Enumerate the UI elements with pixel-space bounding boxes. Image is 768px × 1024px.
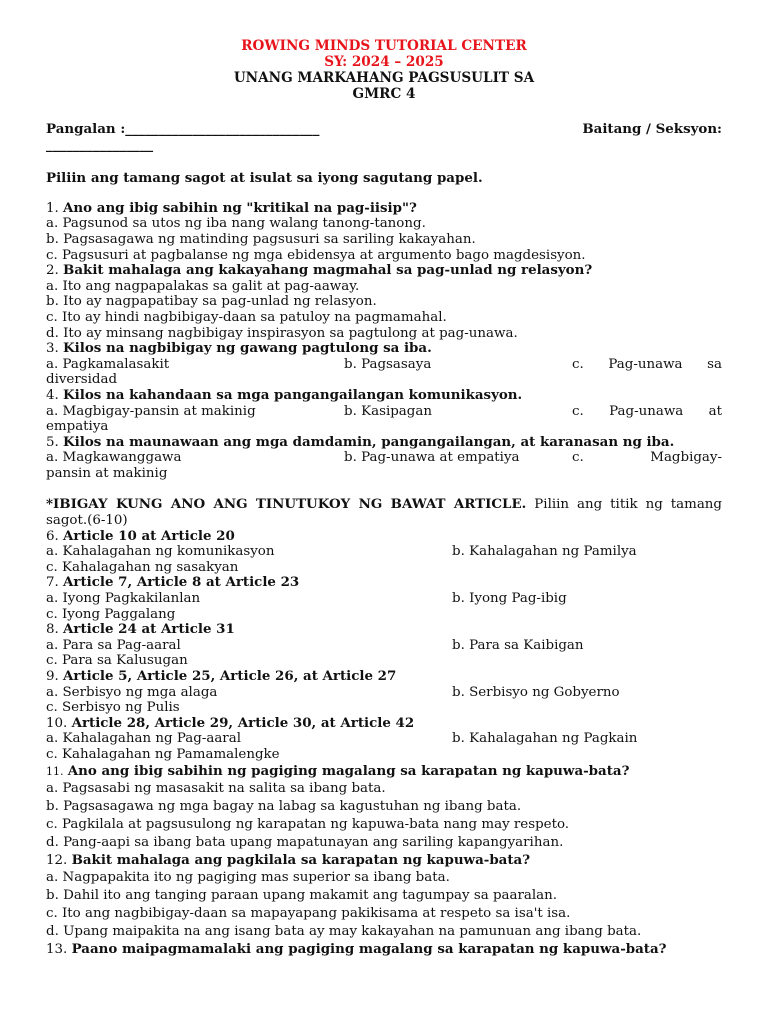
- option-d: d. Upang maipakita na ang isang bata ay may kakayahan na pamunuan ang ibang bata.: [46, 923, 642, 939]
- question-number: 4.: [46, 387, 59, 403]
- question-text: Kilos na maunawaan ang mga damdamin, pangangailangan, at karanasan ng iba.: [63, 433, 675, 450]
- grade-blank: ________________: [46, 136, 154, 153]
- option-c: c. Kahalagahan ng sasakyan: [46, 559, 239, 575]
- exam-page: [46, 38, 722, 958]
- exam-header: [46, 38, 722, 102]
- question-3: [46, 341, 722, 388]
- option-a: a. Serbisyo ng mga alaga: [46, 684, 218, 700]
- section-heading: *IBIGAY KUNG ANO ANG TINUTUKOY NG BAWAT ARTICLE.: [46, 496, 527, 513]
- question-13: [46, 941, 722, 959]
- option-c: c. Magbigay-: [572, 450, 722, 466]
- question-number: 7.: [46, 575, 59, 591]
- question-text: Ano ang ibig sabihin ng pagiging magalang sa karapatan ng kapuwa-bata?: [67, 762, 630, 779]
- option-c: c. Serbisyo ng Pulis: [46, 700, 180, 716]
- option-c: c. Para sa Kalusugan: [46, 653, 188, 669]
- option-c: c. Pag-unawa sa: [572, 356, 722, 372]
- question-5: [46, 435, 722, 482]
- question-text: Ano ang ibig sabihin ng "kritikal na pag-iisip"?: [63, 199, 417, 216]
- question-number: 9.: [46, 669, 59, 684]
- option-c-continued: empatiya: [46, 419, 109, 435]
- question-4: [46, 388, 722, 435]
- option-a: a. Iyong Pagkakilanlan: [46, 591, 201, 607]
- question-number: 8.: [46, 622, 59, 638]
- question-text: Article 7, Article 8 at Article 23: [63, 574, 300, 591]
- option-b: b. Para sa Kaibigan: [452, 637, 584, 653]
- student-info-row: [46, 122, 722, 138]
- option-a: a. Pagkamalasakit: [46, 356, 170, 372]
- question-number: 3.: [46, 341, 59, 357]
- question-text: Bakit mahalaga ang kakayahang magmahal sa pag-unlad ng relasyon?: [63, 262, 593, 279]
- exam-title: UNANG MARKAHANG PAGSUSULIT SA: [233, 70, 535, 86]
- question-text: Bakit mahalaga ang pagkilala sa karapatan ng kapuwa-bata?: [71, 851, 531, 868]
- question-8: [46, 622, 722, 669]
- option-b: b. Iyong Pag-ibig: [452, 591, 567, 607]
- question-text: Article 5, Article 25, Article 26, at Article 27: [63, 668, 397, 684]
- question-number: 2.: [46, 263, 59, 279]
- grade-label: Baitang / Seksyon:: [582, 121, 722, 137]
- instructions: Piliin ang tamang sagot at isulat sa iyong sagutang papel.: [46, 170, 483, 187]
- option-c: c. Pagsusuri at pagbalanse ng mga ebidensya at argumento bago magdesisyon.: [46, 247, 586, 263]
- section-2-instructions: [46, 497, 722, 528]
- question-12: [46, 852, 722, 941]
- question-10: [46, 716, 722, 763]
- name-blank: _____________________________: [125, 121, 320, 137]
- name-label: Pangalan :: [46, 121, 126, 137]
- option-b: b. Pagsasagawa ng matinding pagsusuri sa sariling kakayahan.: [46, 231, 476, 247]
- question-number: 5.: [46, 434, 59, 450]
- question-text: Kilos na kahandaan sa mga pangangailangan komunikasyon.: [63, 386, 523, 403]
- option-b: b. Pag-unawa at empatiya: [344, 450, 520, 466]
- school-name: ROWING MINDS TUTORIAL CENTER: [241, 38, 527, 54]
- option-a: a. Kahalagahan ng Pag-aaral: [46, 731, 241, 747]
- question-text: Kilos na nagbibigay ng gawang pagtulong sa iba.: [63, 340, 432, 357]
- question-text: Paano maipagmamalaki ang pagiging magalang sa karapatan ng kapuwa-bata?: [71, 940, 667, 957]
- option-a: a. Para sa Pag-aaral: [46, 637, 181, 653]
- option-c: c. Iyong Paggalang: [46, 606, 176, 622]
- question-text: Article 10 at Article 20: [63, 527, 235, 544]
- question-6: [46, 529, 722, 576]
- option-b: b. Serbisyo ng Gobyerno: [452, 684, 620, 700]
- option-c: c. Pag-unawa at: [572, 403, 722, 419]
- option-a: a. Pagsunod sa utos ng iba nang walang tanong-tanong.: [46, 216, 426, 232]
- question-text: Article 28, Article 29, Article 30, at Article 42: [71, 714, 415, 731]
- question-number: 1.: [46, 200, 59, 216]
- option-a: a. Magbigay-pansin at makinig: [46, 403, 256, 419]
- question-11: [46, 763, 722, 852]
- option-a: a. Magkawanggawa: [46, 450, 182, 466]
- option-b: b. Kasipagan: [344, 403, 432, 419]
- option-b: b. Ito ay nagpapatibay sa pag-unlad ng relasyon.: [46, 294, 377, 310]
- option-c: c. Kahalagahan ng Pamamalengke: [46, 746, 280, 762]
- option-c-continued: pansin at makinig: [46, 465, 168, 481]
- question-text: Article 24 at Article 31: [63, 621, 235, 638]
- question-number: 12.: [46, 852, 68, 868]
- section-note: Piliin ang titik ng tamang sagot.(6-10): [46, 497, 722, 529]
- option-b: b. Kahalagahan ng Pamilya: [452, 544, 637, 560]
- question-7: [46, 575, 722, 622]
- option-a: a. Pagsasabi ng masasakit na salita sa ibang bata.: [46, 781, 386, 797]
- option-b: b. Kahalagahan ng Pagkain: [452, 731, 638, 747]
- question-2: [46, 263, 722, 341]
- subject-title: GMRC 4: [352, 86, 416, 102]
- option-b: b. Dahil ito ang tanging paraan upang makamit ang tagumpay sa paaralan.: [46, 888, 558, 904]
- option-b: b. Pagsasaya: [344, 356, 432, 372]
- option-b: b. Pagsasagawa ng mga bagay na labag sa kagustuhan ng ibang bata.: [46, 799, 522, 815]
- question-1: [46, 201, 722, 263]
- option-c: c. Pagkilala at pagsusulong ng karapatan ng kapuwa-bata nang may respeto.: [46, 816, 570, 832]
- question-number: 10.: [46, 715, 68, 731]
- option-d: d. Ito ay minsang nagbibigay inspirasyon sa pagtulong at pag-unawa.: [46, 325, 518, 341]
- option-a: a. Nagpapakita ito ng pagiging mas superior sa ibang bata.: [46, 870, 450, 886]
- option-a: a. Ito ang nagpapalakas sa galit at pag-aaway.: [46, 278, 360, 294]
- question-number: 6.: [46, 528, 59, 544]
- question-9: [46, 669, 722, 716]
- question-number: 11.: [46, 764, 64, 778]
- option-c-continued: diversidad: [46, 372, 118, 388]
- question-number: 13.: [46, 941, 68, 957]
- option-a: a. Kahalagahan ng komunikasyon: [46, 544, 275, 560]
- option-c: c. Ito ang nagbibigay-daan sa mapayapang pakikisama at respeto sa isa't isa.: [46, 905, 571, 921]
- school-year: SY: 2024 – 2025: [324, 54, 444, 70]
- option-c: c. Ito ay hindi nagbibigay-daan sa patuloy na pagmamahal.: [46, 309, 447, 325]
- option-d: d. Pang-aapi sa ibang bata upang mapatunayan ang sariling kapangyarihan.: [46, 834, 564, 850]
